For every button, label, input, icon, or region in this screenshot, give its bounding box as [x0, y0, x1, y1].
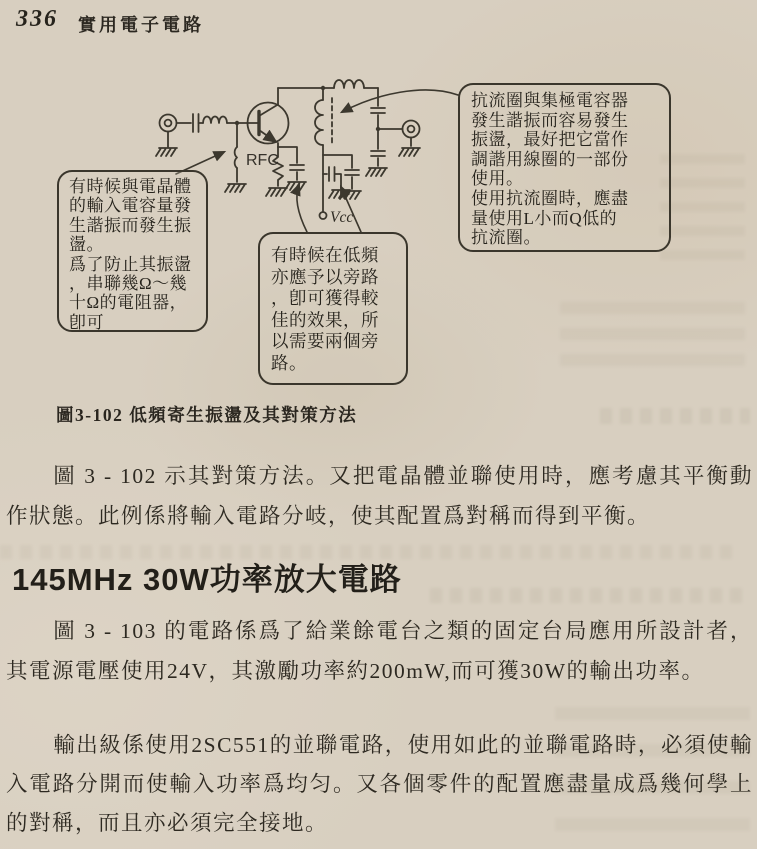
arrow-bottom-callout-to-emitter-bypass — [297, 185, 307, 232]
callout-input-resonance — [57, 170, 208, 332]
callout-line: 以需要兩個旁 — [271, 331, 379, 351]
bleed-through-smudge — [600, 408, 750, 424]
callout-line: 使用抗流圈時，應盡 — [471, 188, 629, 208]
output-capacitor-lower — [366, 129, 387, 176]
callout-line: 量使用L小而Q低的 — [471, 208, 618, 228]
callout-line: 振盪，最好把它當作 — [471, 130, 629, 150]
callout-line: 調諧用線圈的一部份 — [471, 149, 629, 169]
callout-line: 生諧振而發生振 — [69, 215, 192, 235]
paragraph-output-stage: 輸出級係使用2SC551的並聯電路，使用如此的並聯電路時，必須使輸入電路分開而使輸入功率爲均匀。又各個零件的配置應盡量成爲幾何學上的對稱，而且亦必須完全接地。 — [6, 733, 753, 835]
ground-symbol — [285, 182, 306, 190]
section-heading: 145MHz 30W功率放大電路 — [12, 562, 402, 597]
ground-symbol — [225, 184, 246, 192]
callout-line: 使用。 — [471, 169, 524, 189]
callout-line: 佳的效果，所 — [271, 309, 379, 330]
running-title: 實用電子電路 — [78, 15, 204, 35]
callout-line: 十Ω的電阻器， — [69, 293, 188, 313]
figure-3-102 — [0, 62, 757, 407]
vcc-terminal — [320, 212, 327, 219]
rfc-choke — [225, 123, 246, 192]
callout-low-freq-bypass — [258, 232, 408, 385]
tank-coil — [315, 88, 332, 146]
callout-line: 發生諧振而容易發生 — [471, 110, 629, 130]
callout-line: 盪。 — [69, 235, 104, 255]
callout-line: 亦應予以旁路 — [271, 266, 379, 287]
vcc-label: Vcc — [330, 209, 354, 226]
callout-line: 卽可 — [69, 312, 104, 332]
callout-line: 的輸入電容量發 — [69, 196, 192, 216]
callout-line: 抗流圈。 — [471, 228, 541, 248]
ground-symbol — [366, 168, 387, 176]
collector-choke-inductor — [334, 80, 364, 88]
input-inductor — [203, 117, 227, 124]
arrow-right-callout-to-coil — [342, 90, 458, 112]
input-terminal — [156, 115, 177, 157]
callout-line: ，串聯幾Ω～幾 — [69, 274, 188, 294]
ground-symbol — [266, 188, 287, 196]
paragraph-circuit-intro: 圖 3 - 103 的電路係爲了給業餘電台之類的固定台局應用所設計者，其電源電壓使用24V，其激勵功率約200mW,而可獲30W的輸出功率。 — [6, 619, 753, 683]
callout-line: 有時候在低頻 — [271, 245, 379, 265]
callout-line: 路。 — [271, 352, 307, 373]
paragraph-countermeasures: 圖 3 - 102 示其對策方法。又把電晶體並聯使用時，應考慮其平衡動作狀態。此例係將輸入電路分岐，使其配置爲對稱而得到平衡。 — [6, 464, 753, 528]
callout-line: 有時候與電晶體 — [69, 177, 192, 196]
output-capacitor-upper — [371, 88, 385, 129]
vcc-bypass-capacitor-1 — [323, 167, 350, 198]
callout-line: 抗流圈與集極電容器 — [471, 91, 629, 110]
page-number: 336 — [16, 6, 58, 32]
ground-symbol — [399, 148, 420, 156]
emitter-bypass-capacitor — [278, 147, 306, 190]
bleed-through-smudge — [430, 588, 750, 603]
figure-caption: 圖3-102 低頻寄生振盪及其對策方法 — [56, 405, 358, 425]
callout-line: ，卽可獲得較 — [271, 288, 379, 308]
callout-line: 爲了防止其振盪 — [69, 254, 192, 274]
ground-symbol — [156, 148, 177, 156]
transistor — [248, 88, 289, 147]
callout-choke-resonance — [458, 83, 671, 252]
input-coupling-capacitor — [193, 114, 203, 132]
rfc-label: RFC — [246, 152, 279, 169]
output-terminal — [399, 121, 420, 157]
